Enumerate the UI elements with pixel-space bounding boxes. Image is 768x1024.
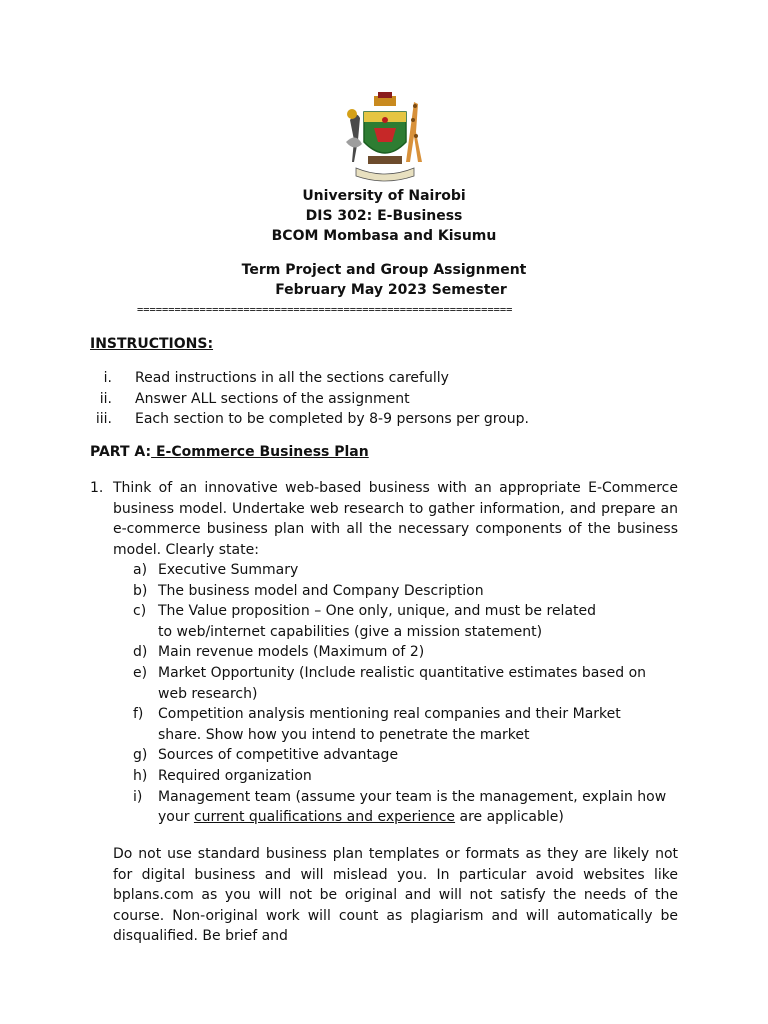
list-item	[133, 581, 693, 602]
instructions-heading: INSTRUCTIONS:	[90, 336, 214, 352]
item-text-underlined: current qualifications and experience	[193, 809, 456, 826]
part-a-title: E-Commerce Business Plan	[151, 444, 369, 460]
item-text: Executive Summary	[158, 562, 299, 578]
list-item	[133, 560, 693, 581]
list-item	[90, 368, 529, 389]
item-letter: e)	[133, 664, 148, 681]
list-item	[133, 766, 693, 787]
separator-line: ============================================================	[137, 304, 513, 316]
list-item	[133, 642, 693, 663]
institution-header	[0, 186, 768, 246]
item-letter: f)	[133, 706, 144, 723]
list-item	[133, 601, 693, 642]
list-item	[90, 389, 529, 410]
question-1	[90, 478, 678, 560]
item-text: Market Opportunity (Include realistic quantitative estimates based on web research)	[158, 664, 647, 702]
list-item-text: Each section to be completed by 8-9 persons per group.	[135, 411, 529, 427]
assignment-header	[0, 260, 768, 300]
instructions-list	[90, 368, 529, 430]
item-letter: g)	[133, 747, 148, 764]
question-text: Think of an innovative web-based business with an appropriate E-Commerce business model. Undertake web research to gather information, and prepare an e-commerce business plan with all the necessary components of the business model. Clearly state:	[113, 480, 678, 558]
list-item-number: i.	[103, 370, 112, 386]
item-text	[158, 787, 688, 828]
item-letter: i)	[133, 788, 143, 805]
item-letter: a)	[133, 562, 148, 578]
item-text: Competition analysis mentioning real companies and their Market share. Show how you intend to penetrate the market	[158, 706, 621, 743]
list-item	[133, 663, 693, 704]
part-a-label: PART A:	[90, 444, 152, 460]
list-item-number: ii.	[99, 390, 112, 407]
university-name: University of Nairobi	[302, 188, 466, 204]
originality-note: Do not use standard business plan templates or formats as they are likely not for digital business and will mislead you. In particular avoid websites like bplans.com as you will not be original and will not satisfy the needs of the course. Non-original work will count as plagiarism and will automatically be disqualified. Be brief and	[113, 846, 678, 944]
item-text: The business model and Company Description	[158, 582, 484, 599]
project-title: Term Project and Group Assignment	[241, 262, 527, 278]
list-item	[133, 704, 693, 745]
list-item	[133, 787, 693, 828]
item-text-part: Management team (assume your team is the management, explain how your	[158, 788, 667, 826]
item-text: Required organization	[158, 767, 312, 784]
question-number: 1.	[90, 480, 104, 496]
list-item-text: Answer ALL sections of the assignment	[135, 390, 410, 407]
list-item	[90, 409, 529, 430]
item-letter: d)	[133, 644, 148, 661]
semester: February May 2023 Semester	[275, 282, 507, 298]
list-item-text: Read instructions in all the sections carefully	[135, 370, 449, 386]
business-plan-components	[133, 560, 693, 828]
item-text: The Value proposition – One only, unique, and must be related to web/internet capabilities (give a mission statement)	[158, 603, 597, 640]
list-item-number: iii.	[95, 411, 112, 427]
item-letter: b)	[133, 582, 148, 599]
part-a-heading	[90, 444, 369, 460]
course-code: DIS 302: E-Business	[305, 208, 463, 224]
item-text-part: are applicable)	[455, 809, 564, 826]
university-crest-logo	[336, 92, 434, 184]
item-text: Main revenue models (Maximum of 2)	[158, 644, 425, 661]
program-name: BCOM Mombasa and Kisumu	[271, 228, 497, 244]
list-item	[133, 745, 693, 766]
item-letter: c)	[133, 603, 147, 620]
item-text: Sources of competitive advantage	[158, 747, 399, 764]
item-letter: h)	[133, 767, 148, 784]
